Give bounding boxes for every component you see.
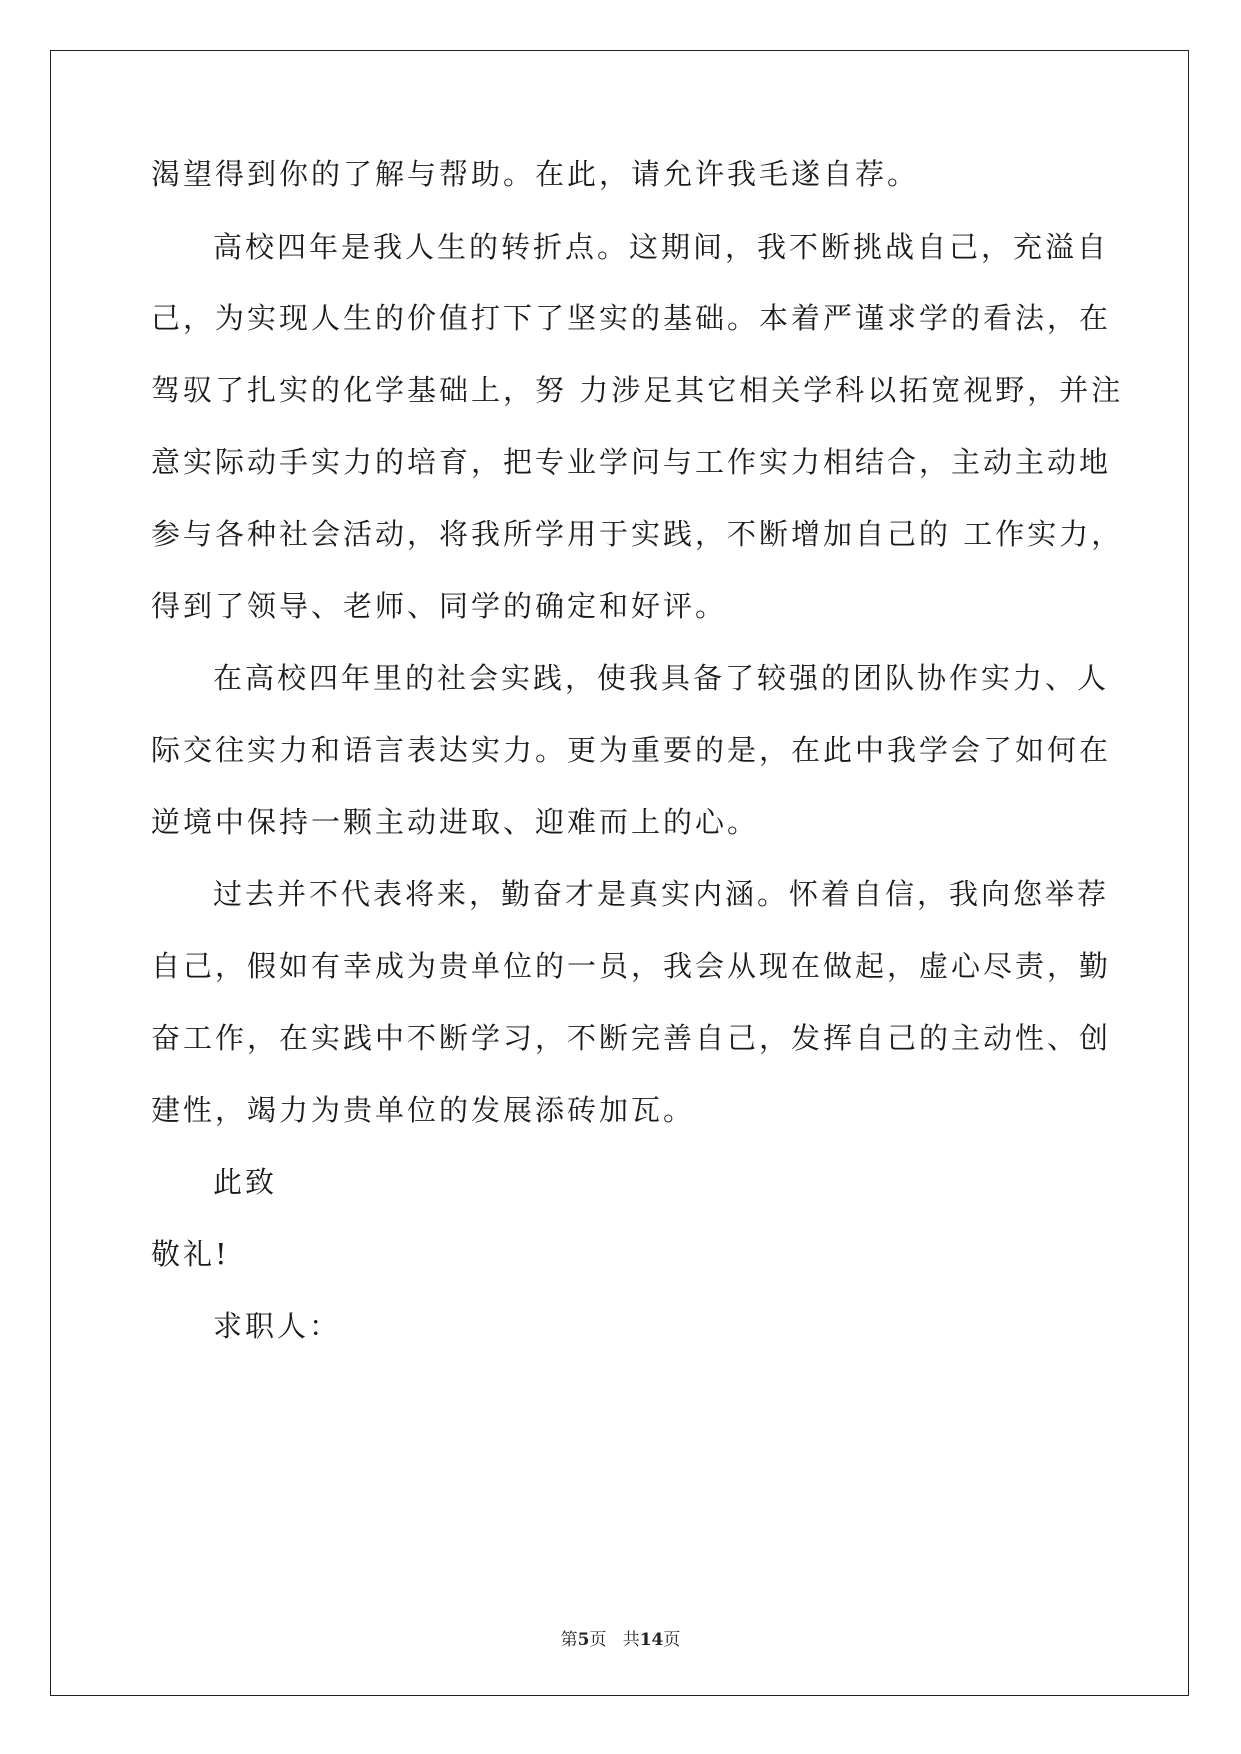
- page-prefix: 第: [560, 1630, 578, 1650]
- text-line-14: 建性，竭力为贵单位的发展添砖加瓦。: [151, 1093, 696, 1127]
- page-number: 5: [577, 1630, 590, 1650]
- text-line-7: 得到了领导、老师、同学的确定和好评。: [151, 589, 728, 623]
- text-line-1: 渴望得到你的了解与帮助。在此，请允许我毛遂自荐。: [151, 157, 920, 191]
- text-line-9: 际交往实力和语言表达实力。更为重要的是，在此中我学会了如何在: [151, 733, 1112, 767]
- total-unit: 页: [663, 1630, 681, 1650]
- text-line-12: 自己，假如有幸成为贵单位的一员，我会从现在做起，虚心尽责，勤: [151, 949, 1112, 983]
- text-line-10: 逆境中保持一颗主动进取、迎难而上的心。: [151, 805, 760, 839]
- total-prefix: 共: [622, 1630, 640, 1650]
- text-line-13: 奋工作，在实践中不断学习，不断完善自己，发挥自己的主动性、创: [151, 1021, 1112, 1055]
- applicant-signature-label: 求职人：: [213, 1309, 342, 1343]
- closing-salutation: 此致: [213, 1165, 278, 1199]
- closing-regards: 敬礼!: [151, 1237, 230, 1271]
- text-line-11: 过去并不代表将来，勤奋才是真实内涵。怀着自信，我向您举荐: [213, 877, 1110, 911]
- text-line-2: 高校四年是我人生的转折点。这期间，我不断挑战自己，充溢自: [213, 230, 1110, 264]
- page-border: [50, 50, 1189, 1696]
- text-line-6: 参与各种社会活动，将我所学用于实践，不断增加自己的 工作实力，: [151, 517, 1124, 551]
- text-line-8: 在高校四年里的社会实践，使我具备了较强的团队协作实力、人: [213, 661, 1110, 695]
- page-footer: [0, 1625, 1241, 1650]
- total-pages: 14: [639, 1630, 664, 1650]
- text-line-3: 己，为实现人生的价值打下了坚实的基础。本着严谨求学的看法，在: [151, 301, 1112, 335]
- page-unit: 页: [589, 1630, 607, 1650]
- text-line-4: 驾驭了扎实的化学基础上，努 力涉足其它相关学科以拓宽视野，并注: [151, 373, 1124, 407]
- text-line-5: 意实际动手实力的培育，把专业学问与工作实力相结合，主动主动地: [151, 445, 1112, 479]
